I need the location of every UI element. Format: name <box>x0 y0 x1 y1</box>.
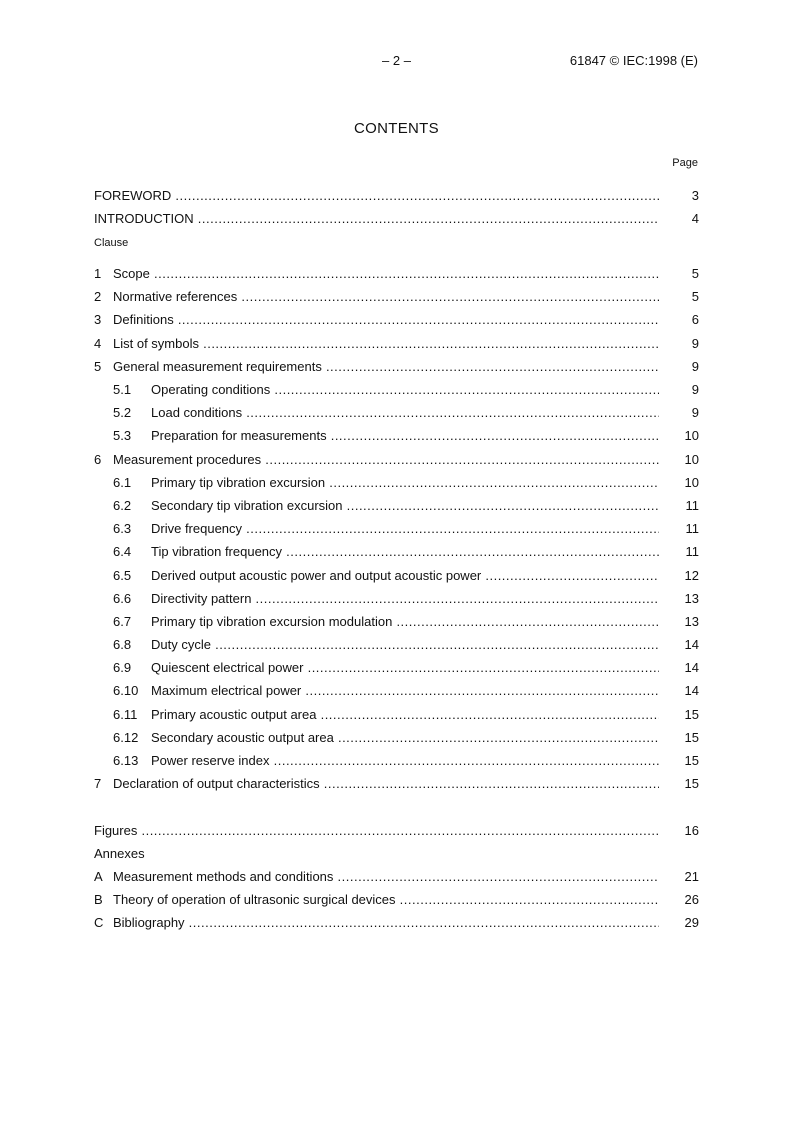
toc-entry-number: 6.4 <box>113 544 132 559</box>
toc-entry-page: 15 <box>684 753 699 768</box>
toc-entry-page: 26 <box>684 892 699 907</box>
toc-entry-title: Drive frequency ..... <box>151 520 659 538</box>
toc-entry-title: Maximum electrical power ..... <box>151 682 659 700</box>
toc-entry-clause-6-12[interactable] <box>94 729 699 747</box>
toc-entry-page: 10 <box>684 452 699 467</box>
toc-entry-page: 9 <box>691 382 699 397</box>
toc-entry-number: 6.2 <box>113 498 132 513</box>
toc-entry-page: 9 <box>691 336 699 351</box>
annexes-label: Annexes <box>94 846 145 861</box>
toc-entry-title: Preparation for measurements ..... <box>151 427 659 445</box>
toc-entry-number: 6.8 <box>113 637 132 652</box>
page-number: – 2 – <box>382 53 411 68</box>
toc-entry-title: Secondary acoustic output area ..... <box>151 729 659 747</box>
toc-entry-clause-6-11[interactable] <box>94 706 699 724</box>
toc-entry-page: 9 <box>691 405 699 420</box>
toc-entry-clause-6-2[interactable] <box>94 497 699 515</box>
toc-entry-number: 3 <box>94 312 102 327</box>
toc-entry-page: 9 <box>691 359 699 374</box>
toc-entry-figures[interactable] <box>94 822 699 840</box>
toc-entry-number: 6.6 <box>113 591 132 606</box>
toc-entry-number: 6.3 <box>113 521 132 536</box>
toc-entry-title: Normative references ..... <box>113 288 659 306</box>
toc-entry-clause-6-10[interactable] <box>94 682 699 700</box>
toc-entry-title: Definitions ..... <box>113 311 659 329</box>
toc-entry-title: Directivity pattern ..... <box>151 590 659 608</box>
toc-entry-number: 1 <box>94 266 102 281</box>
toc-entry-title: Power reserve index ..... <box>151 752 659 770</box>
toc-entry-title: Theory of operation of ultrasonic surgical devices ..... <box>113 891 659 909</box>
toc-entry-page: 11 <box>685 544 699 559</box>
toc-entry-page: 10 <box>684 428 699 443</box>
toc-entry-annex-a[interactable] <box>94 868 699 886</box>
clause-label: Clause <box>94 237 129 249</box>
toc-entry-number: 5 <box>94 359 102 374</box>
toc-entry-page: 14 <box>684 637 699 652</box>
toc-entry-page: 4 <box>691 211 699 226</box>
toc-entry-page: 13 <box>684 591 699 606</box>
toc-entry-clause-6-1[interactable] <box>94 474 699 492</box>
toc-entry-number: C <box>94 915 104 930</box>
toc-entry-title: FOREWORD ..... <box>94 187 659 205</box>
toc-entry-title: Quiescent electrical power ..... <box>151 659 659 677</box>
toc-entry-title: Scope ..... <box>113 265 659 283</box>
toc-entry-page: 29 <box>684 915 699 930</box>
contents-title: CONTENTS <box>354 120 439 137</box>
toc-entry-clause-6-5[interactable] <box>94 567 699 585</box>
toc-entry-number: 2 <box>94 289 102 304</box>
toc-entry-annex-c[interactable] <box>94 914 699 932</box>
toc-entry-clause-3[interactable] <box>94 311 699 329</box>
page-column-label: Page <box>672 157 698 169</box>
toc-entry-number: 4 <box>94 336 102 351</box>
toc-entry-title: Operating conditions ..... <box>151 381 659 399</box>
toc-entry-annex-b[interactable] <box>94 891 699 909</box>
toc-entry-page: 3 <box>691 188 699 203</box>
toc-entry-number: 5.2 <box>113 405 132 420</box>
toc-entry-number: A <box>94 869 103 884</box>
toc-entry-clause-4[interactable] <box>94 335 699 353</box>
toc-entry-number: 6 <box>94 452 102 467</box>
toc-entry-page: 21 <box>684 869 699 884</box>
toc-entry-clause-6-9[interactable] <box>94 659 699 677</box>
toc-entry-number: 7 <box>94 776 102 791</box>
toc-entry-title: Primary acoustic output area ..... <box>151 706 659 724</box>
toc-entry-clause-6-8[interactable] <box>94 636 699 654</box>
toc-entry-foreword[interactable] <box>94 187 699 205</box>
toc-entry-title: Duty cycle ..... <box>151 636 659 654</box>
toc-entry-title: Primary tip vibration excursion modulation ..... <box>151 613 659 631</box>
toc-entry-page: 11 <box>685 521 699 536</box>
toc-entry-page: 15 <box>684 707 699 722</box>
toc-entry-number: 5.3 <box>113 428 132 443</box>
toc-entry-page: 12 <box>684 568 699 583</box>
document-reference: 61847 © IEC:1998 (E) <box>569 53 698 68</box>
toc-entry-title: Secondary tip vibration excursion ..... <box>151 497 659 515</box>
toc-entry-title: Measurement methods and conditions ..... <box>113 868 659 886</box>
toc-entry-page: 6 <box>691 312 699 327</box>
toc-entry-number: B <box>94 892 103 907</box>
toc-entry-introduction[interactable] <box>94 210 699 228</box>
toc-entry-clause-6-7[interactable] <box>94 613 699 631</box>
toc-entry-number: 6.11 <box>113 707 138 722</box>
toc-entry-page: 14 <box>684 660 699 675</box>
toc-entry-clause-5-2[interactable] <box>94 404 699 422</box>
toc-entry-clause-5-3[interactable] <box>94 427 699 445</box>
toc-entry-page: 13 <box>684 614 699 629</box>
toc-entry-title: Declaration of output characteristics ..... <box>113 775 659 793</box>
toc-entry-title: Measurement procedures ..... <box>113 451 659 469</box>
toc-entry-page: 10 <box>684 475 699 490</box>
toc-entry-number: 6.7 <box>113 614 132 629</box>
toc-entry-clause-2[interactable] <box>94 288 699 306</box>
toc-entry-title: General measurement requirements ..... <box>113 358 659 376</box>
toc-entry-title: Load conditions ..... <box>151 404 659 422</box>
toc-entry-page: 11 <box>685 498 699 513</box>
toc-entry-page: 14 <box>684 683 699 698</box>
toc-entry-clause-7[interactable] <box>94 775 699 793</box>
toc-entry-title: INTRODUCTION ..... <box>94 210 659 228</box>
toc-entry-page: 15 <box>684 776 699 791</box>
toc-entry-clause-5[interactable] <box>94 358 699 376</box>
toc-entry-title: Derived output acoustic power and output acoustic power ..... <box>151 567 659 585</box>
toc-entry-title: List of symbols ..... <box>113 335 659 353</box>
toc-entry-number: 6.10 <box>113 683 139 698</box>
toc-entry-title: Primary tip vibration excursion ..... <box>151 474 659 492</box>
toc-entry-number: 6.1 <box>113 475 132 490</box>
toc-entry-page: 5 <box>691 289 699 304</box>
toc-entry-clause-5-1[interactable] <box>94 381 699 399</box>
toc-entry-clause-6-3[interactable] <box>94 520 699 538</box>
toc-entry-clause-1[interactable] <box>94 265 699 283</box>
toc-entry-clause-6-4[interactable] <box>94 543 699 561</box>
toc-entry-number: 6.9 <box>113 660 132 675</box>
toc-entry-number: 5.1 <box>113 382 132 397</box>
toc-entry-title: Figures ..... <box>94 822 659 840</box>
toc-entry-number: 6.12 <box>113 730 139 745</box>
toc-entry-page: 16 <box>684 823 699 838</box>
toc-entry-number: 6.5 <box>113 568 132 583</box>
toc-entry-page: 15 <box>684 730 699 745</box>
toc-entry-clause-6-6[interactable] <box>94 590 699 608</box>
toc-entry-title: Bibliography ..... <box>113 914 659 932</box>
toc-entry-title: Tip vibration frequency ..... <box>151 543 659 561</box>
toc-entry-number: 6.13 <box>113 753 139 768</box>
toc-entry-clause-6[interactable] <box>94 451 699 469</box>
toc-entry-clause-6-13[interactable] <box>94 752 699 770</box>
toc-entry-page: 5 <box>691 266 699 281</box>
